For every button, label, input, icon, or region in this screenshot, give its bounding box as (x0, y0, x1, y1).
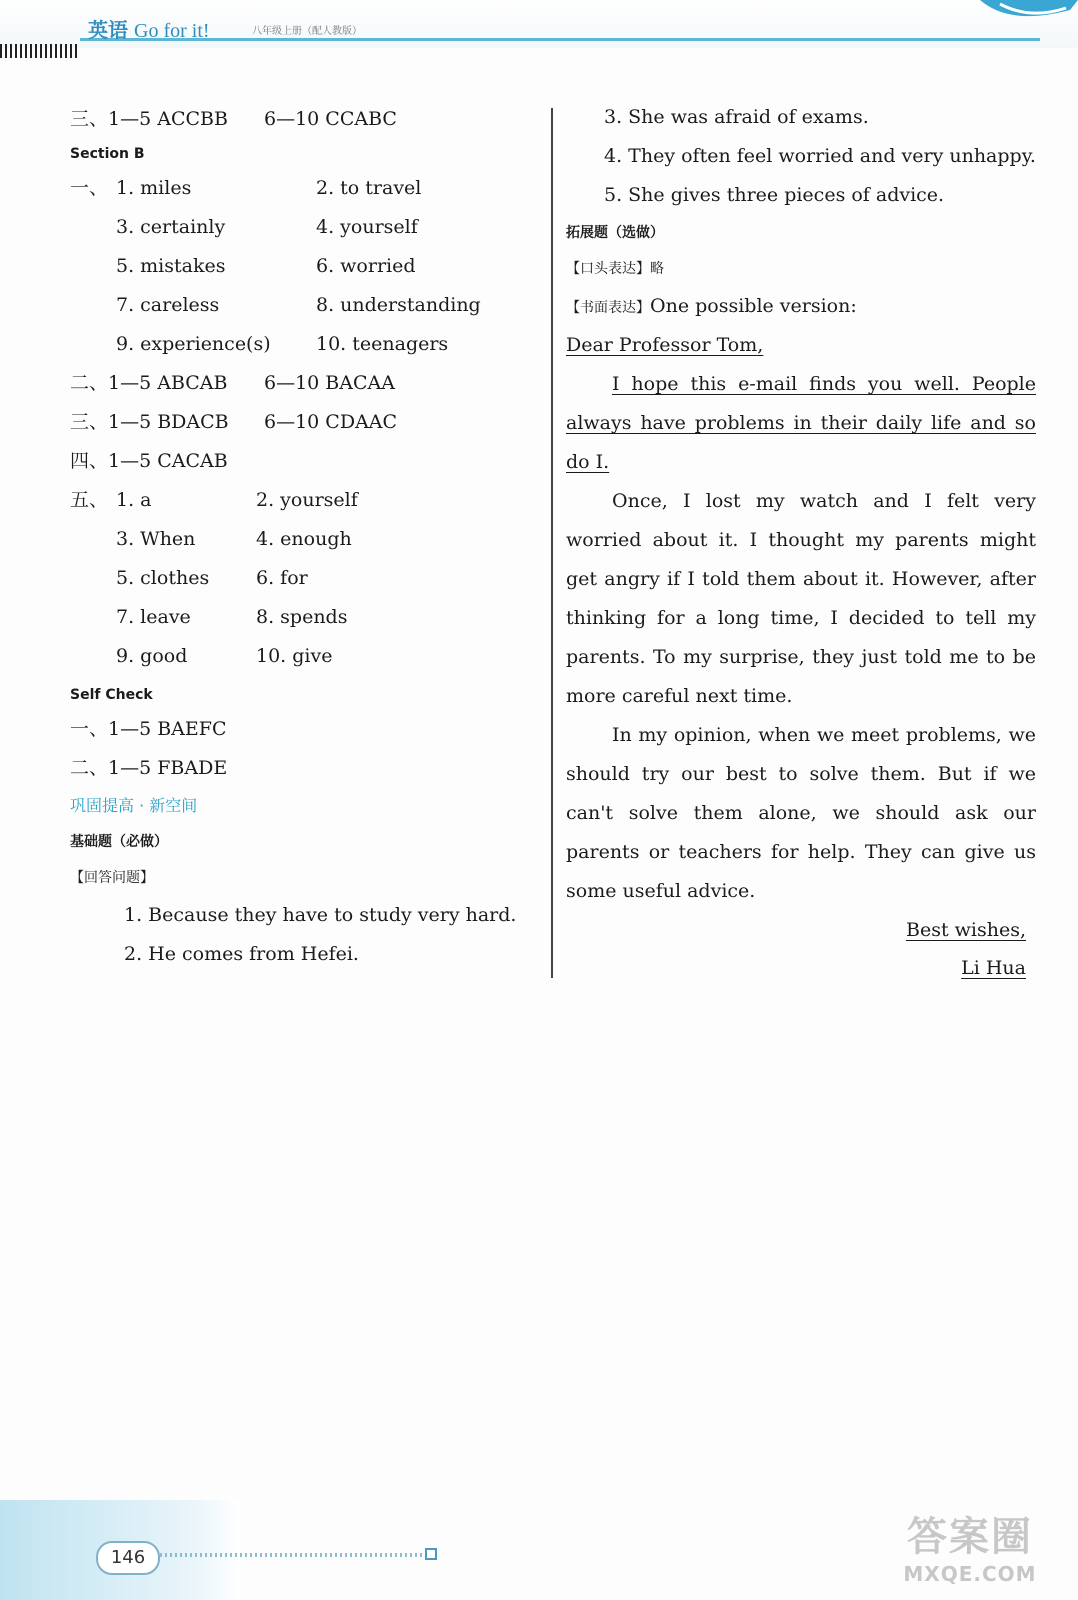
part-yi (70, 169, 540, 364)
header-rule (80, 38, 1040, 41)
footer-square-icon (425, 1548, 437, 1560)
list-item (70, 247, 540, 286)
answer-label: 三、1—5 ACCBB (70, 108, 228, 130)
answer-cell: 5. mistakes (116, 255, 226, 277)
book-title (88, 14, 210, 43)
header-ticks (0, 44, 80, 58)
list-item (70, 637, 540, 676)
answer-label: 四、1—5 CACAB (70, 450, 228, 472)
answer-cell: 7. careless (116, 294, 220, 316)
answer-cell: 3. When (116, 528, 196, 550)
answer-cell: 10. teenagers (316, 333, 449, 355)
wave-logo-icon (970, 0, 1078, 30)
grade-info: 八年级上册（配人教版） (252, 26, 362, 37)
page-number: 146 (96, 1541, 160, 1575)
answer-cell: 4. yourself (316, 216, 418, 238)
self-check-er: 二、1—5 FBADE (70, 757, 228, 779)
self-check-heading: Self Check (70, 687, 153, 703)
letter-paragraph-3: In my opinion, when we meet problems, we should try our best to solve them. But if we can't solve them alone, we should ask our parents or teachers for help. They can give us some useful advice. (566, 724, 1036, 902)
written-expression (566, 287, 1036, 326)
watermark-url: MXQE.COM (903, 1562, 1037, 1586)
greeting-text: Dear Professor Tom, (566, 334, 764, 356)
written-intro: One possible version: (650, 295, 857, 317)
oral-tag: 【口头表达】 (566, 261, 650, 277)
written-tag: 【书面表达】 (566, 300, 650, 316)
answer-cell: 8. spends (256, 606, 348, 628)
answer-cell: 9. good (116, 645, 188, 667)
answer-cell: 1. a (116, 489, 152, 511)
letter-paragraph-2: Once, I lost my watch and I felt very worried about it. I thought my parents might get angry if I told them about it. However, after thinking for a long time, I decided to tell my parents. To my surprise, they just told me to be more careful next time. (566, 490, 1036, 707)
answer-item-2: 2. He comes from Hefei. (124, 943, 359, 965)
answer-line-er (70, 364, 540, 403)
answer-line-si (70, 442, 540, 481)
list-item (70, 169, 540, 208)
answer-cell: 9. experience(s) (116, 333, 271, 355)
basic-heading: 基础题（必做） (70, 834, 168, 850)
answer-second: 6—10 CCABC (264, 108, 397, 130)
letter-signature (566, 949, 1036, 987)
letter-paragraph-1: I hope this e-mail finds you well. People always have problems in their daily life and so do I. (566, 373, 1036, 473)
answer-cell: 7. leave (116, 606, 191, 628)
answer-item-4: 4. They often feel worried and very unhappy. (604, 145, 1036, 167)
answer-second: 6—10 CDAAC (264, 411, 398, 433)
extension-heading: 拓展题（选做） (566, 225, 664, 241)
section-b-heading: Section B (70, 146, 145, 162)
answer-questions-tag: 【回答问题】 (70, 870, 154, 886)
watermark-text: 答案圈 (907, 1514, 1033, 1560)
letter-closing (566, 911, 1036, 949)
answer-item-3: 3. She was afraid of exams. (604, 106, 869, 128)
book-subtitle: Go for it! (134, 20, 210, 42)
consolidate-heading: 巩固提高 · 新空间 (70, 796, 198, 815)
answer-cell: 3. certainly (116, 216, 226, 238)
closing-text: Best wishes, (906, 919, 1026, 941)
list-item (70, 481, 540, 520)
answer-cell: 5. clothes (116, 567, 210, 589)
oral-text: 略 (650, 261, 664, 277)
answer-label: 三、1—5 BDACB (70, 411, 229, 433)
part-prefix: 一、 (70, 177, 109, 199)
book-title-text: 英语 (88, 18, 128, 42)
answer-item-1: 1. Because they have to study very hard. (124, 904, 517, 926)
letter-greeting (566, 326, 1036, 365)
answer-cell: 10. give (256, 645, 333, 667)
part-wu (70, 481, 540, 676)
signature-text: Li Hua (961, 957, 1026, 979)
answer-cell: 2. yourself (256, 489, 358, 511)
answer-second: 6—10 BACAA (264, 372, 395, 394)
answer-cell: 8. understanding (316, 294, 481, 316)
right-column (566, 98, 1036, 987)
column-divider (551, 108, 553, 978)
answer-cell: 4. enough (256, 528, 352, 550)
answer-line-san-a (70, 100, 540, 139)
answer-line-san-b (70, 403, 540, 442)
answer-cell: 1. miles (116, 177, 192, 199)
answer-item-5: 5. She gives three pieces of advice. (604, 184, 945, 206)
page-header (0, 0, 1078, 48)
self-check-yi: 一、1—5 BAEFC (70, 718, 227, 740)
list-item (70, 559, 540, 598)
oral-expression (566, 251, 1036, 287)
left-column (70, 100, 540, 974)
list-item (70, 286, 540, 325)
watermark (880, 1505, 1060, 1595)
answer-cell: 6. worried (316, 255, 416, 277)
footer-dotted-line (160, 1553, 422, 1557)
answer-cell: 6. for (256, 567, 308, 589)
list-item (70, 520, 540, 559)
part-prefix: 五、 (70, 489, 109, 511)
answer-cell: 2. to travel (316, 177, 422, 199)
list-item (70, 208, 540, 247)
list-item (70, 325, 540, 364)
list-item (70, 598, 540, 637)
answer-label: 二、1—5 ABCAB (70, 372, 228, 394)
